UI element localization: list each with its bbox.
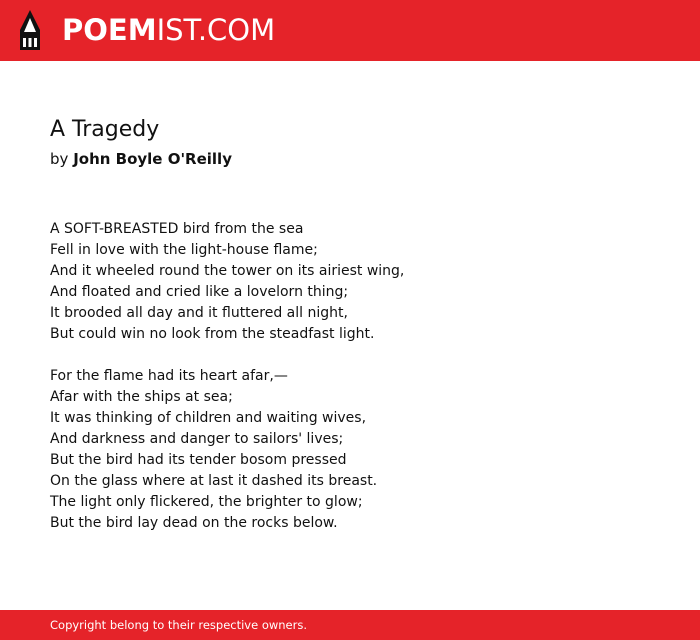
- poem-line: Fell in love with the light-house flame;: [50, 242, 318, 258]
- poem-title: A Tragedy: [50, 117, 160, 142]
- poem-line: Afar with the ships at sea;: [50, 389, 233, 405]
- site-header: [0, 0, 700, 61]
- poem-body: [50, 219, 650, 555]
- stanza: [50, 366, 650, 534]
- poem-line: But the bird had its tender bosom pressed: [50, 452, 347, 468]
- byline: [50, 150, 232, 168]
- byline-prefix: by: [50, 150, 69, 168]
- brand-name-light: IST.COM: [156, 13, 276, 47]
- copyright-notice: Copyright belong to their respective owners.: [50, 618, 308, 632]
- site-footer: [0, 610, 700, 640]
- poem-line: But could win no look from the steadfast light.: [50, 326, 375, 342]
- poem-line: The light only flickered, the brighter to glow;: [50, 494, 363, 510]
- brand-name-bold: POEM: [62, 13, 157, 47]
- site-logo-link[interactable]: [62, 12, 275, 48]
- author-link[interactable]: John Boyle O'Reilly: [73, 150, 232, 168]
- pencil-tip-icon[interactable]: [18, 10, 42, 52]
- stanza: [50, 219, 650, 345]
- poem-line: A SOFT-BREASTED bird from the sea: [50, 221, 304, 237]
- poem-line: But the bird lay dead on the rocks below.: [50, 515, 338, 531]
- poem-line: And it wheeled round the tower on its airiest wing,: [50, 263, 405, 279]
- poem-line: For the flame had its heart afar,—: [50, 368, 288, 384]
- poem-line: It was thinking of children and waiting wives,: [50, 410, 367, 426]
- poem-line: And floated and cried like a lovelorn thing;: [50, 284, 349, 300]
- poem-line: It brooded all day and it fluttered all night,: [50, 305, 348, 321]
- poem-line: And darkness and danger to sailors' lives;: [50, 431, 344, 447]
- poem-line: On the glass where at last it dashed its breast.: [50, 473, 378, 489]
